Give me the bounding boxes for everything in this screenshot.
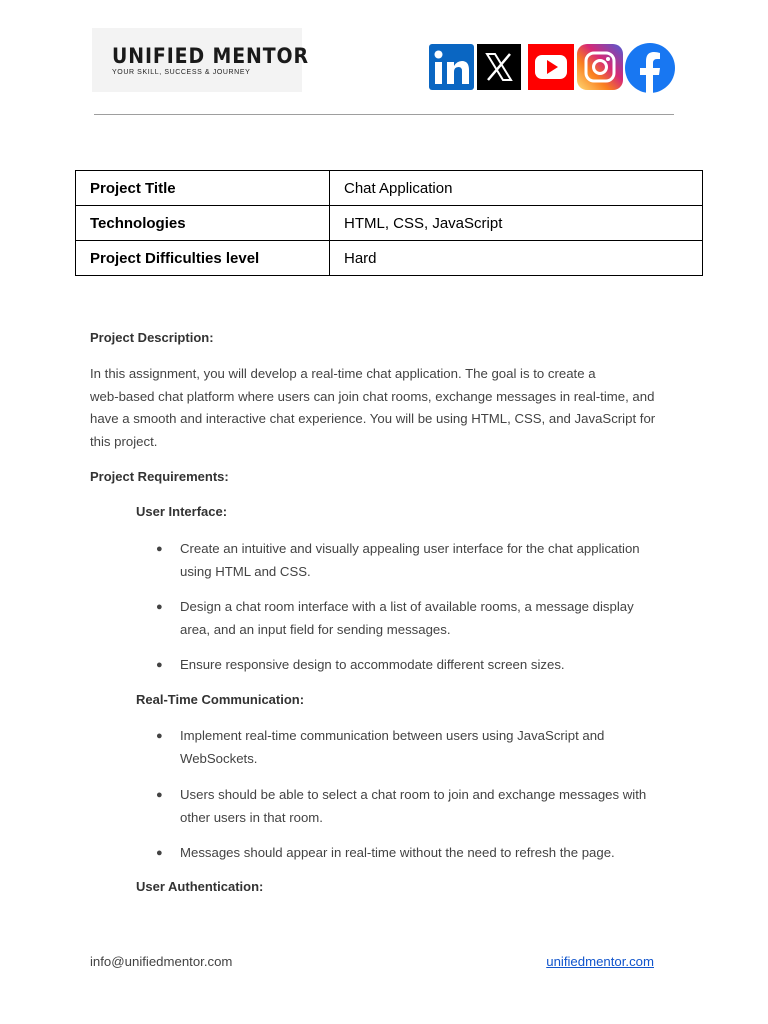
difficulty-label: Project Difficulties level — [76, 241, 330, 276]
list-item — [156, 596, 676, 641]
bullet-line: Design a chat room interface with a list of available rooms, a message display — [180, 599, 634, 614]
user-authentication-heading: User Authentication: — [136, 879, 264, 894]
instagram-icon[interactable] — [577, 42, 623, 92]
list-item — [156, 654, 676, 677]
website-link[interactable]: unifiedmentor.com — [546, 954, 654, 969]
bullet-line: using HTML and CSS. — [180, 563, 311, 579]
difficulty-value: Hard — [330, 241, 703, 276]
technologies-value: HTML, CSS, JavaScript — [330, 206, 703, 241]
project-title-value: Chat Application — [330, 171, 703, 206]
real-time-communication-heading: Real-Time Communication: — [136, 692, 305, 707]
logo-name: UNIFIED MENTOR — [112, 44, 309, 68]
bullet-icon: ● — [156, 730, 163, 742]
table-row — [76, 206, 703, 241]
requirements-heading: Project Requirements: — [90, 469, 229, 484]
bullet-icon: ● — [156, 789, 163, 801]
linkedin-icon[interactable] — [429, 42, 474, 92]
bullet-line: area, and an input field for sending messages. — [180, 621, 451, 637]
table-row — [76, 241, 703, 276]
header-divider — [94, 114, 674, 115]
bullet-line: Messages should appear in real-time without the need to refresh the page. — [180, 845, 615, 860]
description-line: web-based chat platform where users can join chat rooms, exchange messages in real-time, and — [90, 388, 655, 404]
bullet-line: Implement real-time communication between users using JavaScript and — [180, 728, 605, 743]
list-item — [156, 784, 676, 829]
youtube-icon[interactable] — [528, 42, 574, 92]
facebook-icon[interactable] — [625, 42, 675, 94]
bullet-line: Users should be able to select a chat room to join and exchange messages with — [180, 787, 647, 802]
bullet-line: Ensure responsive design to accommodate different screen sizes. — [180, 657, 565, 672]
project-title-label: Project Title — [76, 171, 330, 206]
description-paragraph — [90, 363, 680, 453]
description-line: have a smooth and interactive chat experience. You will be using HTML, CSS, and JavaScript for — [90, 411, 656, 426]
project-info-table — [75, 170, 703, 276]
description-line: In this assignment, you will develop a real-time chat application. The goal is to create a — [90, 366, 596, 381]
bullet-icon: ● — [156, 601, 163, 613]
list-item — [156, 842, 676, 865]
technologies-label: Technologies — [76, 206, 330, 241]
table-row — [76, 171, 703, 206]
list-item — [156, 725, 676, 770]
user-interface-heading: User Interface: — [136, 504, 228, 519]
bullet-line: other users in that room. — [180, 809, 323, 825]
bullet-line: WebSockets. — [180, 750, 258, 766]
list-item — [156, 538, 676, 583]
x-icon[interactable] — [477, 42, 521, 92]
unified-mentor-logo — [92, 28, 309, 92]
logo-tagline: YOUR SKILL, SUCCESS & JOURNEY — [112, 69, 251, 76]
bullet-icon: ● — [156, 847, 163, 859]
description-heading: Project Description: — [90, 330, 214, 345]
footer-email: info@unifiedmentor.com — [90, 954, 233, 969]
bullet-line: Create an intuitive and visually appealing user interface for the chat application — [180, 541, 640, 556]
bullet-icon: ● — [156, 543, 163, 555]
description-line: this project. — [90, 433, 158, 449]
bullet-icon: ● — [156, 659, 163, 671]
